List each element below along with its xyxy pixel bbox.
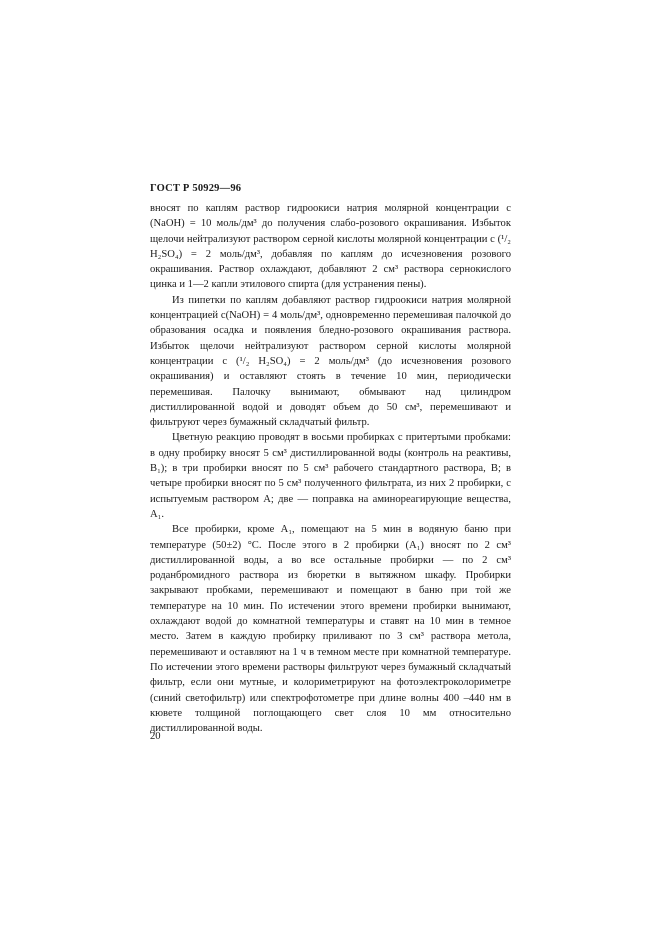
body-text [150,201,511,736]
paragraph-neutralization: Из пипетки по каплям добавляют раствор гидроокиси натрия молярной концентрацией c(NaOH) = 4 моль/дм³, одновременно перемешивая палочкой до образования осадка и появления бледно-розового окрашивания раствора. Избыток щелочи нейтрализуют раствором серной кислоты молярной концентрации c (¹/₂ H₂SO₄) = 2 моль/дм³ (до исчезновения розового окрашивания) и оставляют стоять в течение 10 мин, периодически перемешивая. Палочку вынимают, обмывают над цилиндром дистиллированной водой и доводят объем до 50 см³, перемешивают и фильтруют через бумажный складчатый фильтр. [150,294,511,429]
page-number: 20 [150,731,161,742]
paragraph-procedure: Все пробирки, кроме A₁, помещают на 5 мин в водяную баню при температуре (50±2) °C. После этого в 2 пробирки (A₁) вносят по 2 см³ дистиллированной воды, а во все остальные пробирки — по 2 см³ роданбромидного раствора из бюретки в вытяжном шкафу. Пробирки закрывают пробками, перемешивают и помещают в баню при той же температуре на 10 мин. По истечении этого времени пробирки вынимают, охлаждают водой до комнатной температуры и ставят на 10 мин в темное место. Затем в каждую пробирку приливают по 3 см³ раствора метола, перемешивают и оставляют на 1 ч в темном месте при комнатной температуре. По истечении этого времени растворы фильтруют через бумажный складчатый фильтр, если они мутные, и колориметрируют на фотоэлектроколориметре (синий светофильтр) или спектрофотометре при длине волны 400 –440 нм в кювете толщиной поглощающего свет слоя 10 мм относительно дистиллированной воды. [150,524,511,735]
paragraph-color-reaction: Цветную реакцию проводят в восьми пробирках с притертыми пробками: в одну пробирку вносят 5 см³ дистиллированной воды (контроль на реактивы, B₁); в три пробирки вносят по 5 см³ рабочего стандартного раствора, B; в четыре пробирки вносят по 5 см³ полученного фильтрата, из них 2 пробирки, с испытуемым раствором A; две — поправка на аминореагирующие вещества, A₁. [150,432,511,520]
paragraph-continuation: вносят по каплям раствор гидроокиси натрия молярной концентрации c (NaOH) = 10 моль/дм³ до получения слабо-розового окрашивания. Избыток щелочи нейтрализуют раствором серной кислоты молярной концентрации c (¹/₂ H₂SO₄) = 2 моль/дм³, добавляя по каплям до исчезновения розового окрашивания. Раствор охлаждают, добавляют 2 см³ раствора сернокислого цинка и 1—2 капли этилового спирта (для устранения пены). [150,203,511,291]
document-code-header: ГОСТ Р 50929—96 [150,183,242,194]
